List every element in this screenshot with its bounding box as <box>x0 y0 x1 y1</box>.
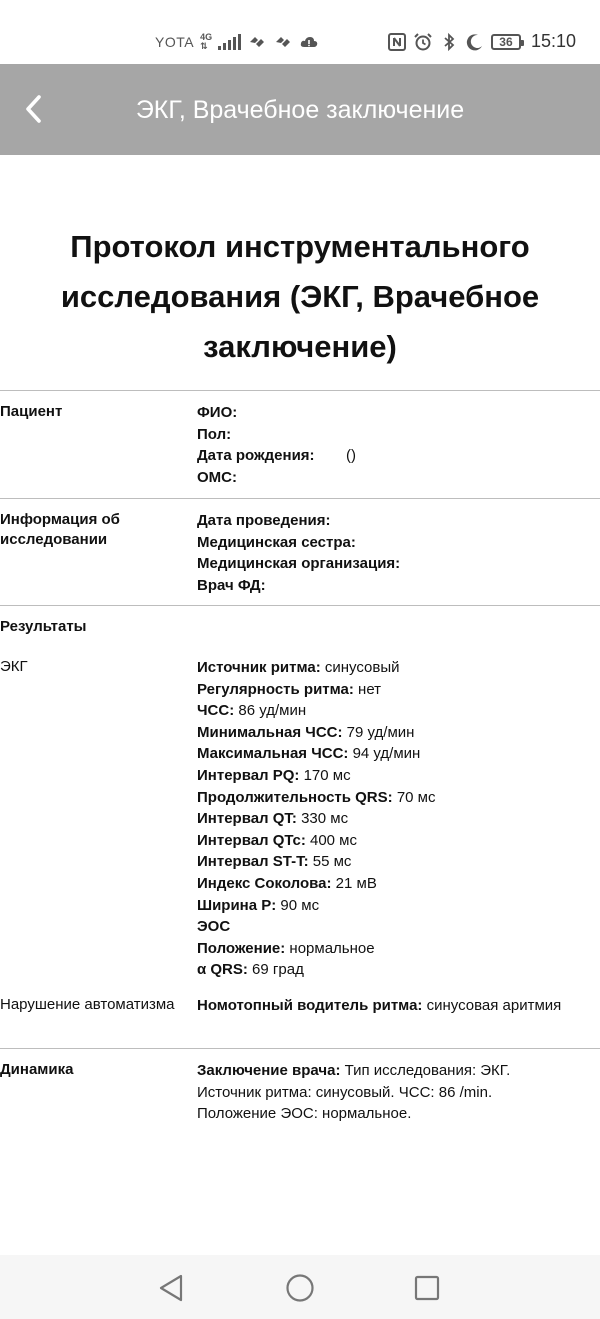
fio-label: ФИО: <box>197 404 238 421</box>
data-arrows-icon: ⇅ <box>200 41 208 51</box>
system-nav-bar <box>0 1255 600 1319</box>
ecg-item: Регулярность ритма: нет <box>197 680 382 698</box>
status-bar-right <box>387 31 576 52</box>
doctor-field: Врач ФД: <box>197 576 266 594</box>
back-triangle-icon <box>157 1273 185 1303</box>
patient-details <box>197 402 600 488</box>
ecg-item: Ширина P: 90 мс <box>197 896 320 914</box>
network-type: 4G ⇅ <box>200 32 213 51</box>
nav-back-button[interactable] <box>154 1271 188 1305</box>
battery-level: 36 <box>499 34 513 49</box>
automatism-details <box>197 995 600 1038</box>
dynamics-section-label: Динамика <box>0 1061 74 1078</box>
sex-label: Пол: <box>197 425 232 443</box>
study-date-field: Дата проведения: <box>197 512 331 529</box>
ecg-item: Интервал ST-T: 55 мс <box>197 853 352 871</box>
nurse-field: Медицинская сестра: <box>197 533 356 551</box>
protocol-table <box>0 390 600 1135</box>
sex-field <box>197 424 600 446</box>
ecg-item: Интервал PQ: 170 мс <box>197 766 351 784</box>
ecg-item: Интервал QT: 330 мс <box>197 810 349 828</box>
patient-row <box>0 390 600 498</box>
alarm-icon <box>413 32 433 52</box>
ecg-item: Минимальная ЧСС: 79 уд/мин <box>197 723 415 741</box>
carrier-name: YOTA <box>155 34 195 50</box>
app-bar <box>0 64 600 155</box>
hotspot-icon <box>273 32 293 52</box>
ecg-row <box>0 649 600 995</box>
ecg-item: Продолжительность QRS: 70 мс <box>197 788 436 806</box>
doctor-conclusion <box>197 1060 600 1125</box>
ecg-item: α QRS: 69 град <box>197 961 304 979</box>
oms-label: ОМС: <box>197 468 237 486</box>
conclusion-label: Заключение врача: <box>197 1062 341 1079</box>
study-info-row <box>0 498 600 605</box>
fio-field <box>197 402 600 424</box>
oms-field <box>197 467 600 489</box>
nav-recents-button[interactable] <box>410 1271 444 1305</box>
home-circle-icon <box>285 1273 315 1303</box>
ecg-item: Положение: нормальное <box>197 939 375 957</box>
recents-square-icon <box>413 1274 441 1302</box>
status-bar-left <box>155 32 319 52</box>
document-title: Протокол инструментального исследования (ЭКГ, Врачебное заключение) <box>60 229 540 364</box>
ecg-item: Максимальная ЧСС: 94 уд/мин <box>197 745 421 763</box>
app-bar-title: ЭКГ, Врачебное заключение <box>135 96 465 124</box>
ecg-item: Интервал QTc: 400 мс <box>197 831 357 849</box>
nfc-icon <box>387 32 407 52</box>
automatism-item: Номотопный водитель ритма: синусовая аритмия <box>197 997 562 1014</box>
status-time: 15:10 <box>530 31 576 51</box>
signal-icon <box>218 34 241 50</box>
nav-home-button[interactable] <box>283 1271 317 1305</box>
ecg-measurements <box>197 657 600 985</box>
results-section-label: Результаты <box>0 618 87 635</box>
bluetooth-icon <box>439 32 459 52</box>
study-info-details <box>197 510 600 595</box>
birth-date-value: () <box>346 447 356 465</box>
ecg-label: ЭКГ <box>0 658 28 675</box>
ecg-item: ЧСС: 86 уд/мин <box>197 702 307 720</box>
status-bar <box>0 0 600 64</box>
results-header-row <box>0 605 600 649</box>
cloud-warning-icon <box>299 32 319 52</box>
organization-field: Медицинская организация: <box>197 555 401 573</box>
conclusion-value: Тип исследования: ЭКГ. Источник ритма: синусовый. ЧСС: 86 /min. Положение ЭОС: нормальное. <box>197 1062 511 1123</box>
automatism-row <box>0 995 600 1048</box>
battery-icon <box>491 34 521 50</box>
ecg-item: Индекс Соколова: 21 мВ <box>197 874 377 892</box>
birth-date-label: Дата рождения: <box>197 447 315 465</box>
study-info-section-label: Информация об исследовании <box>0 511 120 548</box>
dynamics-row <box>0 1048 600 1135</box>
ecg-item: ЭОС <box>197 918 231 936</box>
ecg-item: Источник ритма: синусовый <box>197 659 400 676</box>
birth-date-field <box>197 445 600 467</box>
moon-icon <box>465 32 485 52</box>
automatism-label: Нарушение автоматизма <box>0 996 175 1013</box>
hotspot-icon <box>247 32 267 52</box>
patient-section-label: Пациент <box>0 403 63 420</box>
